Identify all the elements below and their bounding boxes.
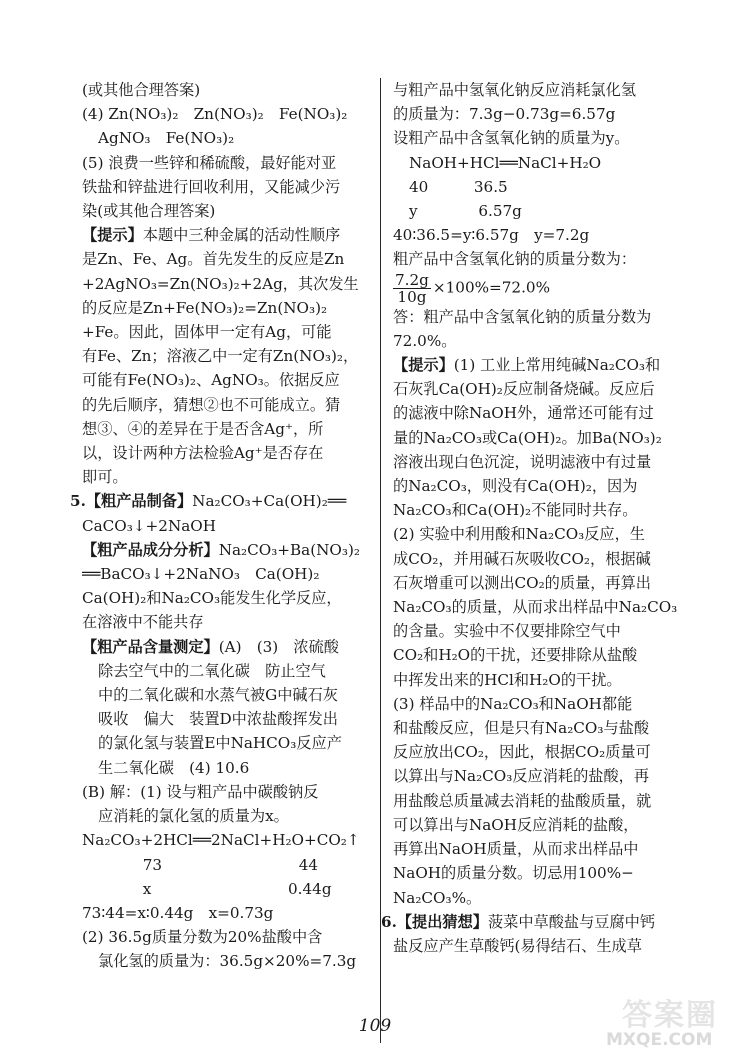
line-text: 和盐酸反应，但是只有Na₂CO₃与盐酸 — [393, 719, 650, 738]
text-line — [82, 514, 372, 538]
line-text: ×100%=72.0% — [432, 278, 551, 297]
text-line — [82, 175, 372, 199]
text-line — [82, 272, 372, 296]
line-text: 想③、④的差异在于是否含Ag⁺，所 — [82, 419, 324, 438]
text-line — [393, 740, 685, 764]
text-line — [82, 393, 372, 417]
text-line — [393, 571, 685, 595]
text-line — [82, 320, 372, 344]
line-text: (2) 实验中利用酸和Na₂CO₃反应，生 — [393, 525, 645, 544]
text-line — [82, 417, 372, 441]
text-line — [393, 175, 685, 199]
text-line — [82, 828, 372, 852]
text-line — [393, 619, 685, 643]
text-line — [393, 522, 685, 546]
text-line — [82, 586, 372, 610]
text-line — [393, 247, 685, 271]
text-line — [82, 780, 372, 804]
line-text: x 0.44g — [82, 879, 332, 898]
text-line — [82, 199, 372, 223]
text-line — [393, 837, 685, 861]
line-text: 染(或其他合理答案) — [82, 202, 216, 221]
question-number: 6. — [381, 912, 397, 931]
line-text: 吸收 偏大 装置D中浓盐酸挥发出 — [98, 710, 338, 729]
line-text: 铁盐和锌盐进行回收利用，又能减少污 — [82, 177, 341, 196]
line-text: ══BaCO₃↓+2NaNO₃ Ca(OH)₂ — [82, 565, 320, 584]
page-number: 109 — [358, 1016, 392, 1036]
line-text: 73 44 — [82, 855, 319, 874]
line-text: Na₂CO₃+2HCl══2NaCl+H₂O+CO₂↑ — [82, 831, 360, 850]
line-text: 是Zn、Fe、Ag。首先发生的反应是Zn — [82, 250, 345, 269]
right-column — [381, 78, 685, 958]
text-line — [82, 151, 372, 175]
line-text: 40∶36.5=y∶6.57g y=7.2g — [393, 226, 590, 245]
text-line — [393, 223, 685, 247]
watermark-logo — [602, 990, 742, 1052]
text-line — [82, 683, 372, 707]
line-text: 答：粗产品中含氢氧化钠的质量分数为 — [393, 307, 652, 326]
line-text: 的Na₂CO₃，则没有Ca(OH)₂，因为 — [393, 477, 638, 496]
text-line — [393, 764, 685, 788]
line-text: (3) 样品中的Na₂CO₃和NaOH都能 — [393, 694, 633, 713]
line-text: Na₂CO₃%。 — [393, 888, 482, 907]
line-text: (4) Zn(NO₃)₂ Zn(NO₃)₂ Fe(NO₃)₂ — [82, 105, 348, 124]
left-column — [70, 78, 372, 974]
line-text: Na₂CO₃和Ca(OH)₂不能同时共存。 — [393, 501, 638, 520]
text-line — [393, 199, 685, 223]
text-line — [82, 804, 372, 828]
line-text: 的先后顺序，猜想②也不可能成立。猜 — [82, 395, 341, 414]
text-line — [393, 329, 685, 353]
line-text: 本题中三种金属的活动性顺序 — [142, 226, 341, 245]
text-line — [70, 489, 372, 513]
text-line — [82, 925, 372, 949]
line-text: +Fe。因此，固体甲一定有Ag，可能 — [82, 323, 332, 342]
text-line — [82, 562, 372, 586]
text-line — [393, 643, 685, 667]
line-text: 用盐酸总质量减去消耗的盐酸质量，就 — [393, 791, 652, 810]
line-text: (或其他合理答案) — [82, 81, 201, 99]
line-text: 的反应是Zn+Fe(NO₃)₂=Zn(NO₃)₂ — [82, 298, 328, 317]
line-text: 以，设计两种方法检验Ag⁺是否存在 — [82, 444, 324, 463]
text-line — [393, 78, 685, 102]
line-text: 与粗产品中氢氧化钠反应消耗氯化氢 — [393, 81, 636, 99]
text-line — [82, 78, 372, 102]
text-line — [82, 296, 372, 320]
text-line — [393, 716, 685, 740]
text-line — [82, 441, 372, 465]
text-line — [82, 223, 372, 247]
line-text: y 6.57g — [409, 202, 522, 221]
fraction-denominator: 10g — [397, 287, 427, 306]
text-line — [393, 692, 685, 716]
text-line — [393, 789, 685, 813]
line-text: CO₂和H₂O的干扰，还要排除从盐酸 — [393, 646, 638, 665]
text-line — [82, 756, 372, 780]
text-line — [82, 659, 372, 683]
line-text: 反应放出CO₂，因此，根据CO₂质量可 — [393, 743, 651, 762]
line-text: 菠菜中草酸盐与豆腐中钙 — [487, 912, 656, 931]
text-line — [393, 305, 685, 329]
line-text: Na₂CO₃的质量，从而求出样品中Na₂CO₃ — [393, 598, 678, 617]
column-divider — [380, 78, 381, 1043]
line-text: 中挥发出来的HCl和H₂O的干扰。 — [393, 670, 622, 689]
section-tag: 【提示】 — [82, 226, 143, 245]
line-text: 除去空气中的二氧化碳 防止空气 — [98, 661, 326, 680]
text-line — [82, 126, 372, 150]
text-line — [82, 344, 372, 368]
line-text: 可能有Fe(NO₃)₂、AgNO₃。依据反应 — [82, 371, 340, 390]
text-line — [393, 934, 685, 958]
text-line — [82, 901, 372, 925]
line-text: 的质量为：7.3g−0.73g=6.57g — [393, 105, 616, 124]
line-text: 盐反应产生草酸钙(易得结石、生成草 — [393, 936, 642, 955]
text-line — [393, 401, 685, 425]
line-text: 溶液出现白色沉淀，说明滤液中有过量 — [393, 452, 652, 471]
text-line — [82, 853, 372, 877]
line-text: (2) 36.5g质量分数为20%盐酸中含 — [82, 928, 323, 947]
line-text: 应消耗的氯化氢的质量为x。 — [98, 807, 289, 826]
line-text: 粗产品中含氢氧化钠的质量分数为： — [393, 250, 636, 269]
fraction — [393, 272, 431, 305]
line-text: +2AgNO₃=Zn(NO₃)₂+2Ag，其次发生 — [82, 274, 359, 293]
line-text: NaOH的质量分数。切忌用100%− — [393, 864, 634, 883]
text-line — [393, 595, 685, 619]
line-text: Ca(OH)₂和Na₂CO₃能发生化学反应， — [82, 589, 342, 608]
line-text: 即可。 — [82, 468, 128, 487]
line-text: 成CO₂，并用碱石灰吸收CO₂，根据碱 — [393, 549, 651, 568]
text-line — [393, 668, 685, 692]
line-text: (B) 解：(1) 设与粗产品中碳酸钠反 — [82, 782, 319, 801]
text-line — [82, 465, 372, 489]
line-text: 量的Na₂CO₃或Ca(OH)₂。加Ba(NO₃)₂ — [393, 428, 662, 447]
text-line — [393, 377, 685, 401]
text-line — [82, 368, 372, 392]
text-line — [393, 126, 685, 150]
line-text: Na₂CO₃+Ca(OH)₂══ — [192, 492, 347, 511]
text-line — [393, 886, 685, 910]
text-line — [82, 949, 372, 973]
text-line — [393, 547, 685, 571]
section-tag: 【粗产品含量测定】 — [82, 637, 219, 656]
line-text: 的氯化氢与装置E中NaHCO₃反应产 — [98, 734, 342, 753]
text-line — [393, 353, 685, 377]
text-line — [393, 151, 685, 175]
text-line — [393, 102, 685, 126]
text-line — [393, 861, 685, 885]
fraction-numerator: 7.2g — [395, 270, 429, 289]
watermark-top-text: 答案圈 — [622, 998, 718, 1033]
text-line — [393, 426, 685, 450]
text-line — [82, 635, 372, 659]
line-text: 73∶44=x∶0.44g x=0.73g — [82, 903, 274, 922]
line-text: (5) 浪费一些锌和稀硫酸，最好能对亚 — [82, 153, 337, 172]
watermark-bottom-text: MXQE.COM — [606, 1030, 713, 1050]
text-line — [82, 610, 372, 634]
line-text: 在溶液中不能共存 — [82, 613, 204, 632]
line-text: 设粗产品中含氢氧化钠的质量为y。 — [393, 129, 630, 148]
line-text: (1) 工业上常用纯碱Na₂CO₃和 — [453, 356, 661, 375]
section-tag: 【提出猜想】 — [396, 912, 488, 931]
line-text: 有Fe、Zn；溶液乙中一定有Zn(NO₃)₂， — [82, 347, 359, 366]
line-text: 的滤液中除NaOH外，通常还可能有过 — [393, 404, 654, 423]
line-text: 中的二氧化碳和水蒸气被G中碱石灰 — [98, 686, 338, 705]
text-line — [381, 910, 685, 934]
line-text: NaOH+HCl══NaCl+H₂O — [409, 153, 602, 172]
section-tag: 【粗产品成分分析】 — [82, 540, 219, 559]
text-line — [82, 102, 372, 126]
section-tag: 【提示】 — [393, 356, 454, 375]
text-line — [82, 731, 372, 755]
line-text: AgNO₃ Fe(NO₃)₂ — [98, 129, 235, 148]
line-text: (A) (3) 浓硫酸 — [218, 637, 339, 656]
line-text: 石灰乳Ca(OH)₂反应制备烧碱。反应后 — [393, 380, 655, 399]
line-text: 72.0%。 — [393, 331, 457, 350]
question-number: 5. — [70, 492, 86, 511]
text-line — [82, 247, 372, 271]
line-text: Na₂CO₃+Ba(NO₃)₂ — [218, 540, 360, 559]
line-text: 生二氧化碳 (4) 10.6 — [98, 758, 250, 777]
section-tag: 【粗产品制备】 — [85, 492, 193, 511]
text-line — [393, 450, 685, 474]
text-line — [393, 498, 685, 522]
text-line — [82, 538, 372, 562]
text-line — [82, 877, 372, 901]
line-text: 石灰增重可以测出CO₂的质量，再算出 — [393, 573, 651, 592]
line-text: 的含量。实验中不仅要排除空气中 — [393, 622, 621, 641]
line-text: 以算出与Na₂CO₃反应消耗的盐酸，再 — [393, 767, 650, 786]
line-text: 氯化氢的质量为：36.5g×20%=7.3g — [98, 952, 357, 971]
line-text: 可以算出与NaOH反应消耗的盐酸， — [393, 815, 639, 834]
line-text: 40 36.5 — [409, 177, 508, 196]
text-line — [82, 707, 372, 731]
text-line — [393, 272, 685, 305]
text-line — [393, 474, 685, 498]
line-text: 再算出NaOH质量，从而求出样品中 — [393, 840, 639, 859]
text-line — [393, 813, 685, 837]
line-text: CaCO₃↓+2NaOH — [82, 516, 216, 535]
